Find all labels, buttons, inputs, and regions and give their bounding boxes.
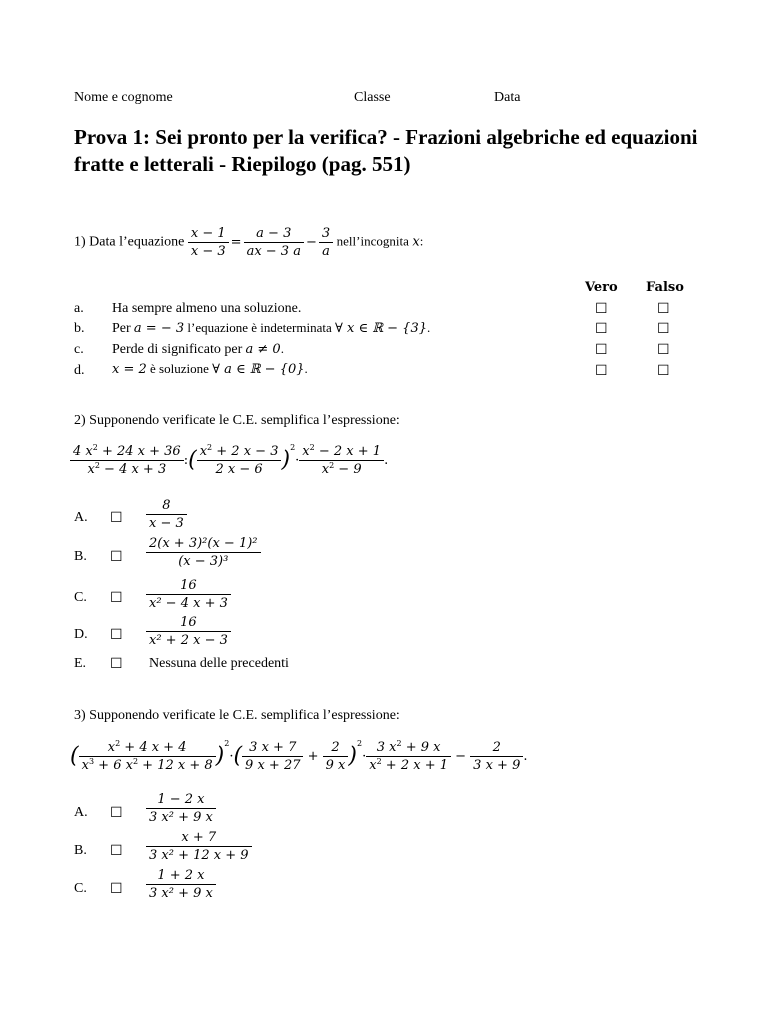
q1-item-letter: a. [74, 301, 84, 316]
q1-a-false-checkbox[interactable]: ☐ [657, 302, 670, 317]
q1-item-letter: b. [74, 321, 85, 336]
q2-option-a-checkbox[interactable]: ☐ [110, 511, 123, 526]
q2-option-letter: A. [74, 510, 88, 525]
q2-option-letter: E. [74, 656, 87, 671]
q1-fraction-1: $\frac{x - 1}{x - 3}$ [188, 226, 229, 259]
q1-var: x [412, 234, 420, 250]
q2-option-letter: D. [74, 627, 88, 642]
q3-expression: ( $\frac{x^2 + 4 x + 4}{x^3 + 6 x^2 + 12 x + 8}$ )$^2$·( $\frac{3 x + 7}{9 x + 27}$ + $\frac{2}{9 x}$ )$^2$· $\frac{3 x^2 + 9 x}{x^2 + 2 x + 1}$ − $\frac{2}{3 x + 9}$ . [70, 739, 528, 773]
col-false-header: Falso [646, 280, 684, 295]
q1-a-true-checkbox[interactable]: ☐ [595, 302, 608, 317]
q1-item-b-text: Per a = − 3 l’equazione è indeterminata ∀ x ∈ ℝ − {3}. [112, 320, 431, 336]
q3-option-c-checkbox[interactable]: ☐ [110, 882, 123, 897]
q1-item-c-text: Perde di significato per a ≠ 0. [112, 341, 284, 357]
q1-d-true-checkbox[interactable]: ☐ [595, 364, 608, 379]
q1-d-false-checkbox[interactable]: ☐ [657, 364, 670, 379]
q2-option-b-checkbox[interactable]: ☐ [110, 550, 123, 565]
q3-option-letter: B. [74, 843, 87, 858]
col-true-header: Vero [585, 280, 618, 295]
q2-option-c-fraction: $\frac{16}{\text{x² − 4 x + 3}}$ [146, 578, 231, 611]
class-label: Classe [354, 90, 391, 105]
name-label: Nome e cognome [74, 90, 173, 105]
q2-expression: $\frac{4 x^2 + 24 x + 36}{x^2 - 4 x + 3}$ :( $\frac{x^2 + 2 x - 3}{2 x - 6}$ )$^2$· $\frac{x^2 - 2 x + 1}{x^2 - 9}$ . [70, 444, 388, 477]
q2-option-d-fraction: $\frac{16}{\text{x² + 2 x − 3}}$ [146, 615, 231, 648]
q3-statement: 3) Supponendo verificate le C.E. semplifica l’espressione: [74, 708, 400, 723]
q2-option-c-checkbox[interactable]: ☐ [110, 591, 123, 606]
q2-option-b-fraction: $\frac{\text{2(x + 3)²(x − 1)²}}{\text{(x − 3)³}}$ [146, 536, 261, 569]
q3-option-letter: C. [74, 881, 87, 896]
q3-option-b-fraction: $\frac{x + 7}{\text{3 x² + 12 x + 9}}$ [146, 830, 252, 863]
q3-option-a-checkbox[interactable]: ☐ [110, 806, 123, 821]
q3-option-a-fraction: $\frac{1 - 2 x}{\text{3 x² + 9 x}}$ [146, 792, 216, 825]
q3-option-letter: A. [74, 805, 88, 820]
q1-item-a-text: Ha sempre almeno una soluzione. [112, 301, 302, 316]
q3-option-c-fraction: $\frac{1 + 2 x}{\text{3 x² + 9 x}}$ [146, 868, 216, 901]
q1-statement: 1) Data l’equazione $\frac{x - 1}{x - 3}$ = $\frac{a - 3}{ax - 3 a}$ − $\frac{3}{a}$ nell’incognita x: [74, 226, 424, 259]
q2-option-e-text: Nessuna delle precedenti [149, 656, 289, 671]
q1-prefix: 1) Data l’equazione [74, 234, 185, 250]
q2-statement: 2) Supponendo verificate le C.E. semplifica l’espressione: [74, 413, 400, 428]
q1-b-true-checkbox[interactable]: ☐ [595, 322, 608, 337]
q2-option-e-checkbox[interactable]: ☐ [110, 657, 123, 672]
q2-option-letter: C. [74, 590, 87, 605]
q1-c-false-checkbox[interactable]: ☐ [657, 343, 670, 358]
q1-suffix: nell’incognita [336, 233, 409, 249]
q1-item-d-text: x = 2 è soluzione ∀ a ∈ ℝ − {0}. [112, 361, 308, 377]
page-title: Prova 1: Sei pronto per la verifica? - Frazioni algebriche ed equazioni fratte e letterali - Riepilogo (pag. 551) [74, 125, 698, 176]
q1-c-true-checkbox[interactable]: ☐ [595, 343, 608, 358]
q1-fraction-2: $\frac{a - 3}{ax - 3 a}$ [244, 226, 304, 259]
q2-option-letter: B. [74, 549, 87, 564]
date-label: Data [494, 90, 521, 105]
q1-b-false-checkbox[interactable]: ☐ [657, 322, 670, 337]
q1-item-letter: c. [74, 342, 84, 357]
q1-item-letter: d. [74, 363, 85, 378]
q2-option-d-checkbox[interactable]: ☐ [110, 628, 123, 643]
q3-option-b-checkbox[interactable]: ☐ [110, 844, 123, 859]
q1-fraction-3: $\frac{3}{a}$ [319, 226, 333, 259]
q2-option-a-fraction: $\frac{8}{x - 3}$ [146, 498, 187, 531]
